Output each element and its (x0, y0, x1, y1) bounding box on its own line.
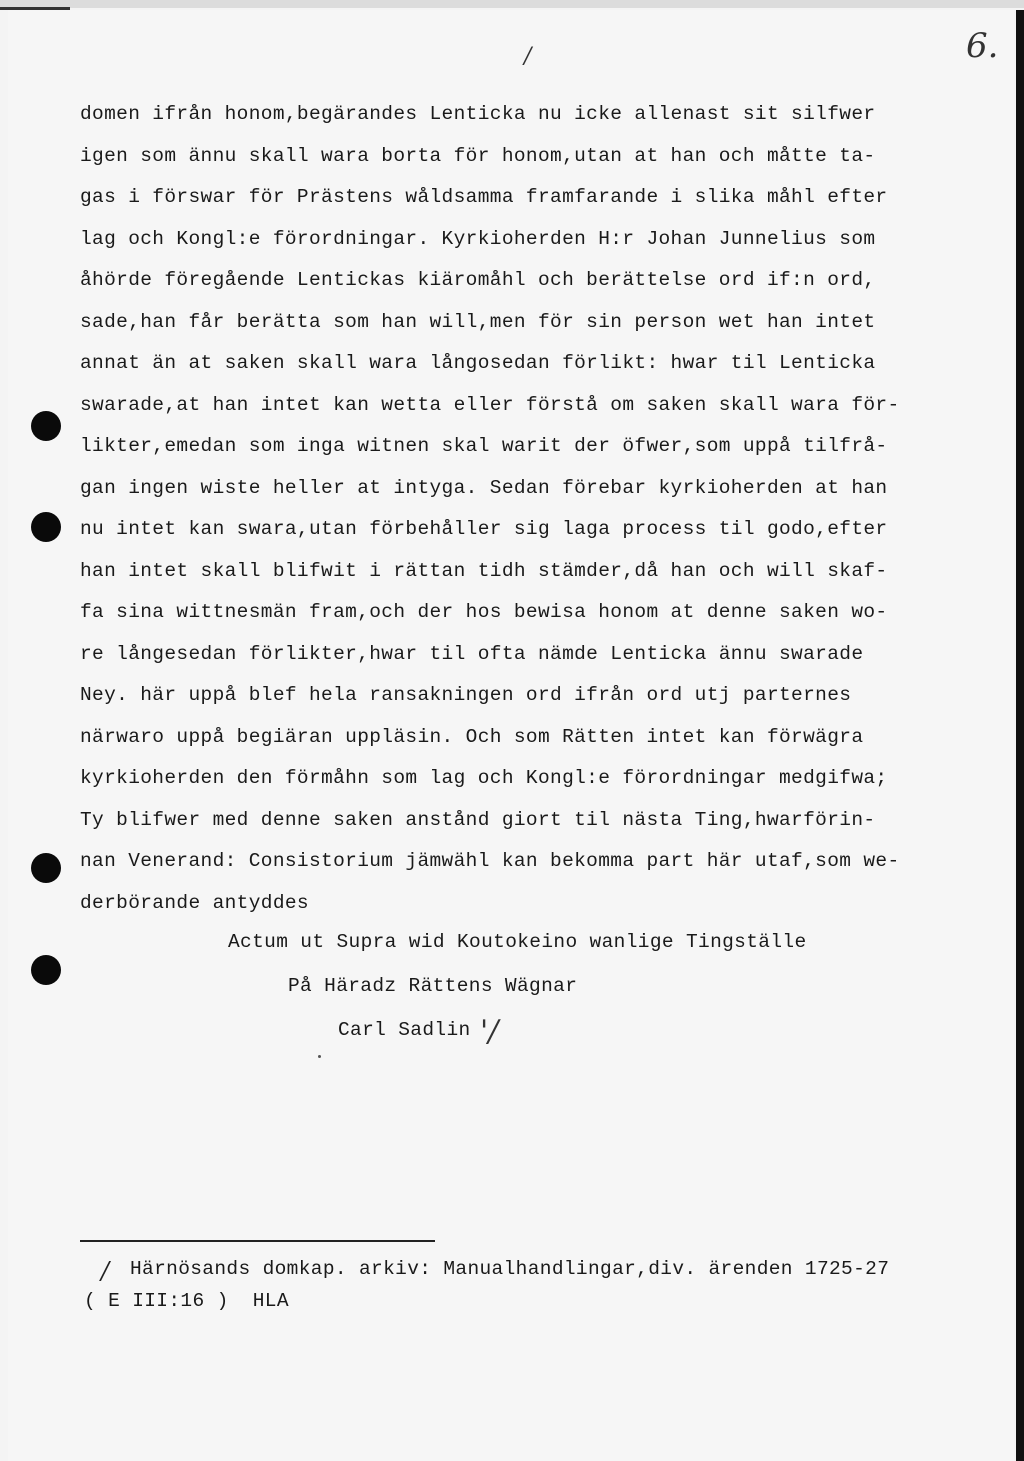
body-line: re långesedan förlikter,hwar til ofta nämde Lenticka ännu swarade (80, 642, 864, 665)
page-number: 6. (966, 26, 999, 66)
body-line: närwaro uppå begiäran uppläsin. Och som Rätten intet kan förwägra (80, 725, 864, 748)
ink-speck (318, 1055, 321, 1058)
footnote-marker: / (101, 1257, 110, 1285)
body-line: nu intet kan swara,utan förbehåller sig laga process til godo,efter (80, 518, 888, 540)
body-line: fa sina wittnesmän fram,och der hos bewisa honom at denne saken wo- (80, 601, 888, 623)
body-text (80, 94, 930, 924)
signature-mark: '/ (480, 1014, 499, 1049)
footnote-source: Härnösands domkap. arkiv: Manualhandlingar,div. ärenden 1725-27 (130, 1258, 890, 1280)
body-line: åhörde föregående Lentickas kiäromåhl och berättelse ord if:n ord, (80, 269, 876, 291)
body-line: Ty blifwer med denne saken anstånd giort til nästa Ting,hwarförin- (80, 808, 876, 831)
footnote-reference: ( E III:16 ) HLA (84, 1290, 289, 1312)
body-line: sade,han får berätta som han will,men för sin person wet han intet (80, 310, 876, 333)
scan-right-edge (1016, 10, 1024, 1461)
footnote-divider (80, 1240, 435, 1242)
body-line: derbörande antyddes (80, 891, 309, 914)
punch-hole (31, 411, 61, 441)
body-line: swarade,at han intet kan wetta eller förstå om saken skall wara för- (80, 393, 900, 416)
body-line: kyrkioherden den förmåhn som lag och Kongl:e förordningar medgifwa; (80, 767, 888, 789)
closing-actum-line: Actum ut Supra wid Koutokeino wanlige Tingställe (228, 931, 807, 953)
punch-hole (31, 853, 61, 883)
body-line: likter,emedan som inga witnen skal warit der öfwer,som uppå tilfrå- (80, 435, 888, 457)
punch-hole (31, 512, 61, 542)
page-top-mark: / (524, 44, 532, 69)
body-line: Ney. här uppå blef hela ransakningen ord ifrån ord utj parternes (80, 684, 852, 706)
body-line: lag och Kongl:e förordningar. Kyrkioherden H:r Johan Junnelius som (80, 227, 876, 250)
body-line: gas i förswar för Prästens wåldsamma framfarande i slika måhl efter (80, 186, 888, 208)
body-line: annat än at saken skall wara långosedan förlikt: hwar til Lenticka (80, 352, 876, 374)
punch-hole (31, 955, 61, 985)
scan-top-edge (0, 0, 1024, 8)
body-line: igen som ännu skall wara borta för honom,utan at han och måtte ta- (80, 144, 876, 167)
body-line: han intet skall blifwit i rättan tidh stämder,då han och will skaf- (80, 559, 888, 582)
body-line: domen ifrån honom,begärandes Lenticka nu icke allenast sit silfwer (80, 103, 876, 125)
body-line: gan ingen wiste heller at intyga. Sedan förebar kyrkioherden at han (80, 476, 888, 499)
closing-court-line: På Häradz Rättens Wägnar (288, 975, 578, 997)
signer-name: Carl Sadlin (338, 1019, 471, 1041)
body-line: nan Venerand: Consistorium jämwähl kan bekomma part här utaf,som we- (80, 850, 900, 872)
